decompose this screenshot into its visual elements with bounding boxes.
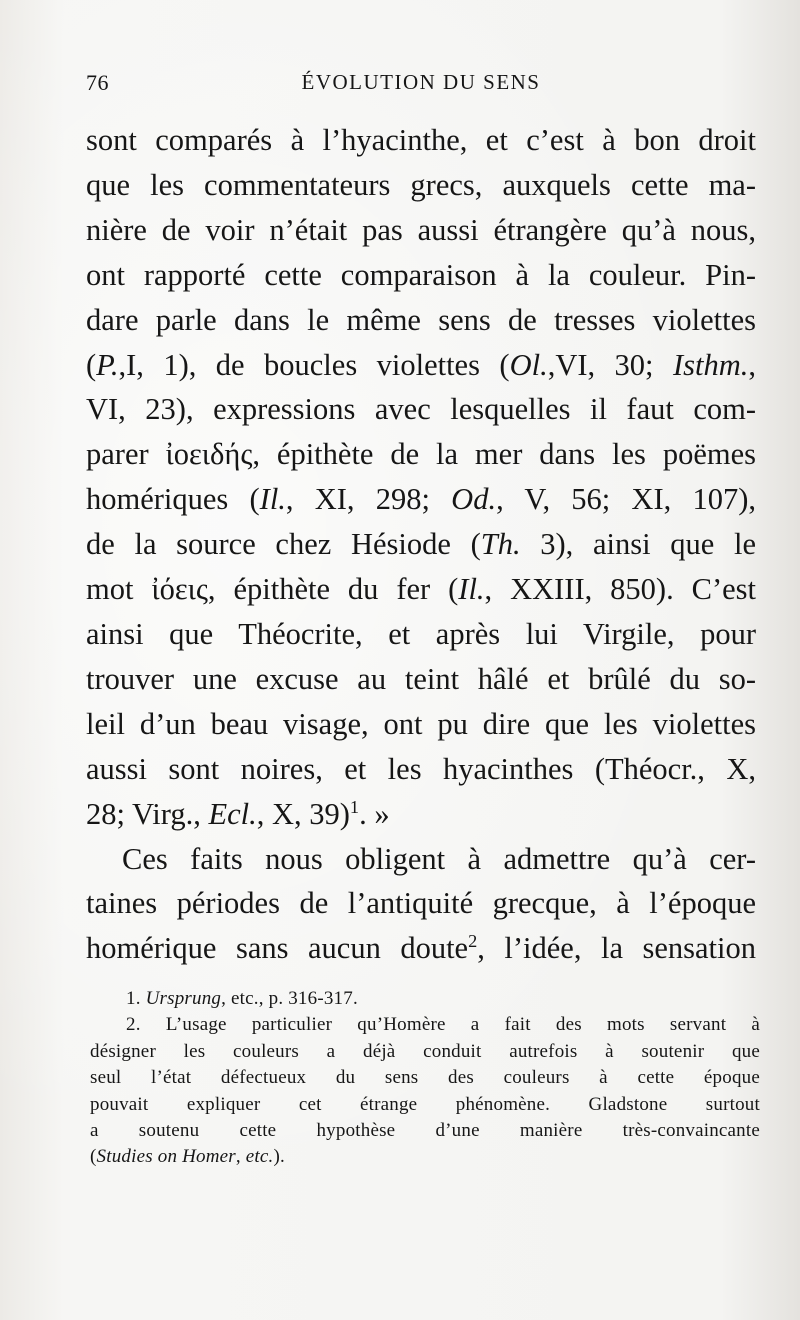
page-number: 76	[86, 70, 109, 95]
text-line: que les commentateurs grecs, auxquels cette ma-	[86, 167, 756, 202]
footnote-ref: 2	[468, 931, 478, 952]
text-line: aussi sont noires, et les hyacinthes (Théocr., X,	[86, 751, 756, 786]
text-line: nière de voir n’était pas aussi étrangère qu’à nous,	[86, 212, 756, 247]
footnote-line: (Studies on Homer, etc.).	[90, 1146, 285, 1168]
text-line: sont comparés à l’hyacinthe, et c’est à bon droit	[86, 123, 756, 157]
text-line: (P.,I, 1), de boucles violettes (Ol.,VI, 30; Isthm.,	[86, 347, 756, 382]
footnotes	[90, 986, 760, 1171]
body-text	[86, 118, 756, 971]
running-head: ÉVOLUTION DU SENS	[301, 70, 541, 94]
footnote-line: seul l’état défectueux du sens des couleurs à cette époque	[90, 1067, 760, 1089]
text-line: 28; Virg., Ecl., X, 39)$^1$. »	[86, 796, 390, 831]
footnote-line: a soutenu cette hypothèse d’une manière très-convaincante	[90, 1120, 760, 1142]
footnote-line: désigner les couleurs a déjà conduit autrefois à soutenir que	[90, 1040, 760, 1062]
footnote-1: 1. Ursprung, etc., p. 316-317.	[126, 988, 358, 1009]
text-line: VI, 23), expressions avec lesquelles il faut com-	[86, 392, 756, 427]
footnote-2: 2. L’usage particulier qu’Homère a fait des mots servant à	[126, 1014, 760, 1036]
text-line: trouver une excuse au teint hâlé et brûlé du so-	[86, 661, 756, 696]
footnote-line: pouvait expliquer cet étrange phénomène. Gladstone surtout	[90, 1093, 760, 1115]
text-line: taines périodes de l’antiquité grecque, à l’époque	[86, 886, 756, 921]
text-line: dare parle dans le même sens de tresses violettes	[86, 302, 756, 337]
page-header	[86, 70, 756, 102]
text-line: ainsi que Théocrite, et après lui Virgile, pour	[86, 616, 756, 651]
paragraph-start-line: Ces faits nous obligent à admettre qu’à cer-	[122, 841, 756, 876]
text-line: leil d’un beau visage, ont pu dire que les violettes	[86, 706, 756, 741]
text-line: mot ἰόεις, épithète du fer (Il., XXIII, 850). C’est	[86, 572, 756, 607]
text-line: homériques (Il., XI, 298; Od., V, 56; XI, 107),	[86, 482, 756, 517]
text-line: ont rapporté cette comparaison à la couleur. Pin-	[86, 257, 756, 292]
text-line: parer ἰοειδής, épithète de la mer dans les poëmes	[86, 437, 756, 472]
text-line: homérique sans aucun doute$^2$, l’idée, la sensation	[86, 931, 757, 966]
footnote-ref: 1	[349, 796, 360, 817]
text-line: de la source chez Hésiode (Th. 3), ainsi que le	[86, 527, 756, 562]
